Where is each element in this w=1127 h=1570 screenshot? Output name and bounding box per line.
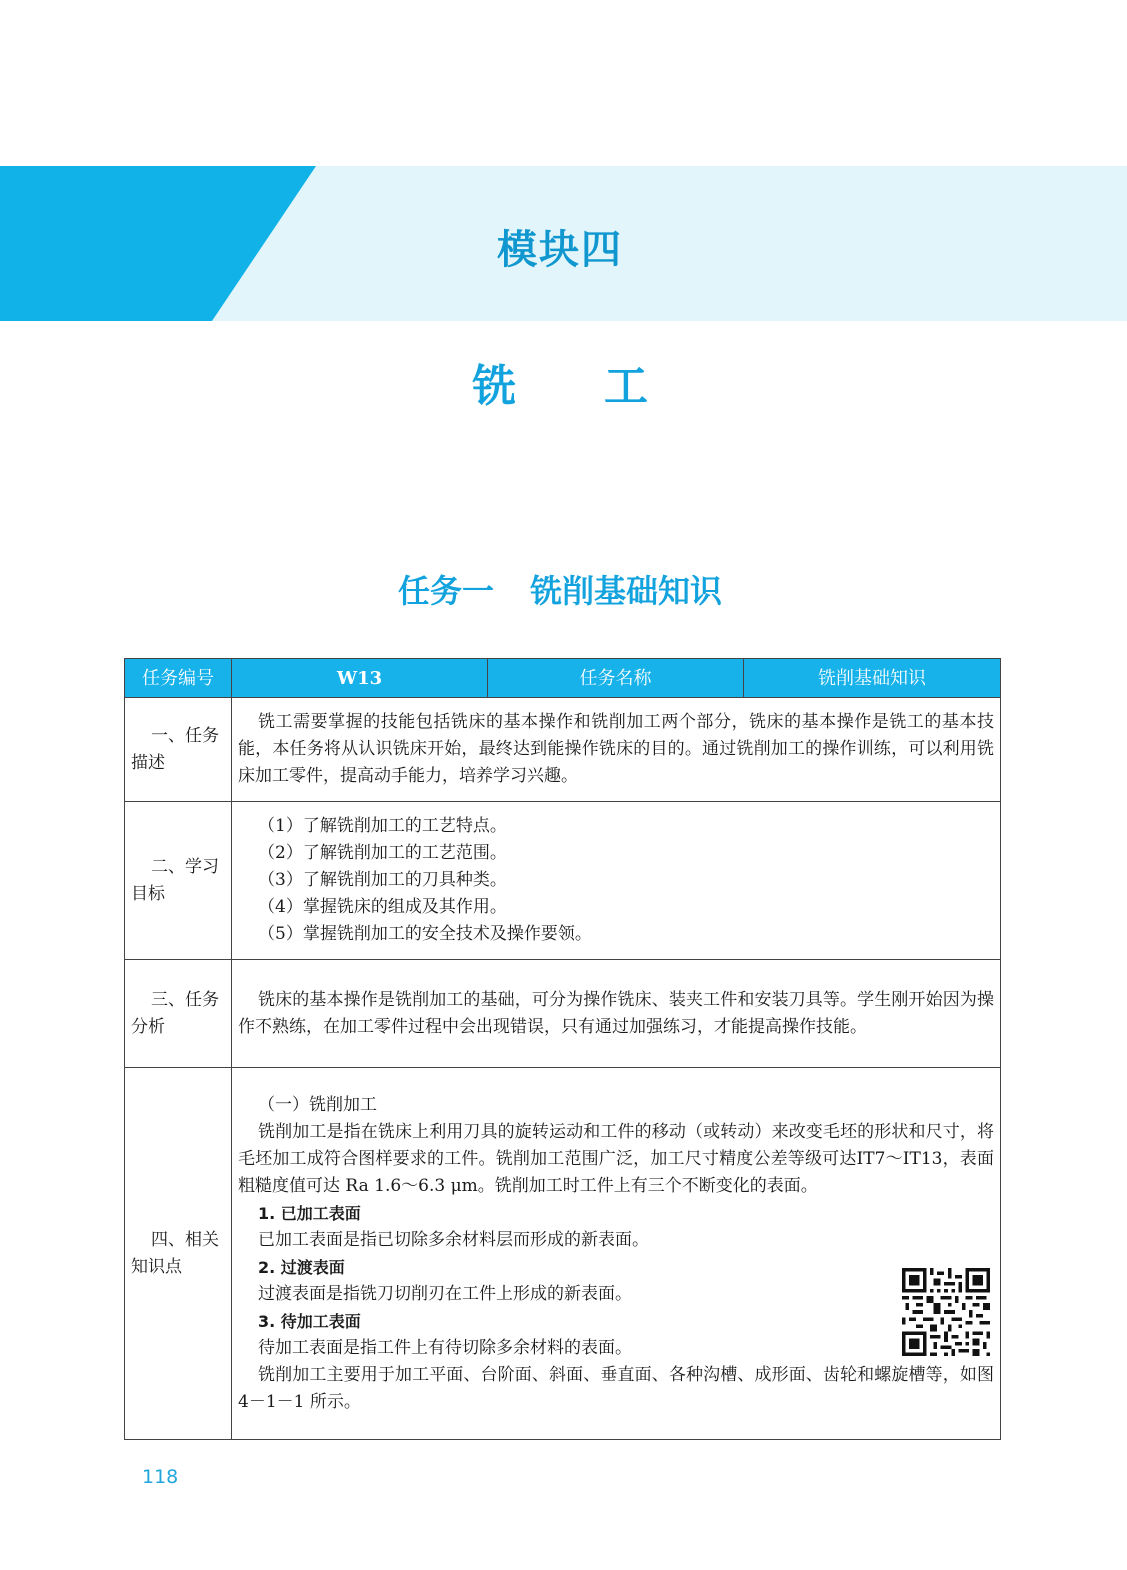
chapter-title-char-1: 铣 <box>472 361 516 412</box>
qr-code-icon[interactable] <box>902 1268 990 1356</box>
section-heading: （一）铣削加工 <box>258 1094 377 1115</box>
module-title: 模块四 <box>497 227 623 273</box>
task-number: 任务一 <box>397 572 494 610</box>
header-task-name-value: 铣削基础知识 <box>744 659 1001 698</box>
chapter-title <box>300 350 820 414</box>
analysis-text: 铣床的基本操作是铣削加工的基础，可分为操作铣床、装夹工件和安装刀具等。学生刚开始因为操作不熟练，在加工零件过程中会出现错误，只有通过加强练习，才能提高操作技能。 <box>238 989 994 1037</box>
subheading: 3. 待加工表面 <box>258 1311 361 1331</box>
objective-item: （2）了解铣削加工的工艺范围。 <box>258 843 507 863</box>
table-row-description <box>125 698 1001 802</box>
subheading: 1. 已加工表面 <box>258 1203 361 1223</box>
header-task-name-label: 任务名称 <box>488 659 744 698</box>
row-label: 一、任务 描述 <box>125 698 232 802</box>
task-title <box>230 566 890 612</box>
table-row-objectives <box>125 802 1001 960</box>
row-label: 二、学习 目标 <box>125 802 232 960</box>
knowledge-paragraph: 铣削加工主要用于加工平面、台阶面、斜面、垂直面、各种沟槽、成形面、齿轮和螺旋槽等，如图 4－1－1 所示。 <box>238 1364 994 1412</box>
objective-item: （1）了解铣削加工的工艺特点。 <box>258 816 507 836</box>
subheading-text: 待加工表面是指工件上有待切除多余材料的表面。 <box>258 1337 632 1358</box>
table-header-row <box>125 659 1001 698</box>
row-content <box>232 1068 1001 1440</box>
header-task-code-value: W13 <box>232 659 488 698</box>
page-number: 118 <box>142 1466 179 1488</box>
row-content <box>232 802 1001 960</box>
task-name: 铣削基础知识 <box>530 572 723 610</box>
subheading: 2. 过渡表面 <box>258 1257 345 1277</box>
table-row-analysis <box>125 960 1001 1068</box>
objective-item: （3）了解铣削加工的刀具种类。 <box>258 870 507 890</box>
row-label: 四、相关 知识点 <box>125 1068 232 1440</box>
row-content <box>232 698 1001 802</box>
task-table <box>124 658 1001 1440</box>
description-text: 铣工需要掌握的技能包括铣床的基本操作和铣削加工两个部分，铣床的基本操作是铣工的基本技能，本任务将从认识铣床开始，最终达到能操作铣床的目的。通过铣削加工的操作训练，可以利用铣床加工零件，提高动手能力，培养学习兴趣。 <box>238 712 994 786</box>
knowledge-paragraph: 铣削加工是指在铣床上利用刀具的旋转运动和工件的移动（或转动）来改变毛坯的形状和尺寸，将毛坯加工成符合图样要求的工件。铣削加工范围广泛，加工尺寸精度公差等级可达IT7～IT13，表面粗糙度值可达 Ra 1.6～6.3 μm。铣削加工时工件上有三个不断变化的表面。 <box>238 1121 994 1196</box>
subheading-text: 已加工表面是指已切除多余材料层而形成的新表面。 <box>258 1229 649 1250</box>
row-content <box>232 960 1001 1068</box>
objective-item: （5）掌握铣削加工的安全技术及操作要领。 <box>258 924 592 944</box>
header-task-code-label: 任务编号 <box>125 659 232 698</box>
row-label: 三、任务 分析 <box>125 960 232 1068</box>
chapter-title-char-2: 工 <box>604 361 648 412</box>
objective-item: （4）掌握铣床的组成及其作用。 <box>258 897 507 917</box>
subheading-text: 过渡表面是指铣刀切削刃在工件上形成的新表面。 <box>258 1283 632 1304</box>
table-row-knowledge <box>125 1068 1001 1440</box>
banner-accent-shape <box>0 166 316 321</box>
